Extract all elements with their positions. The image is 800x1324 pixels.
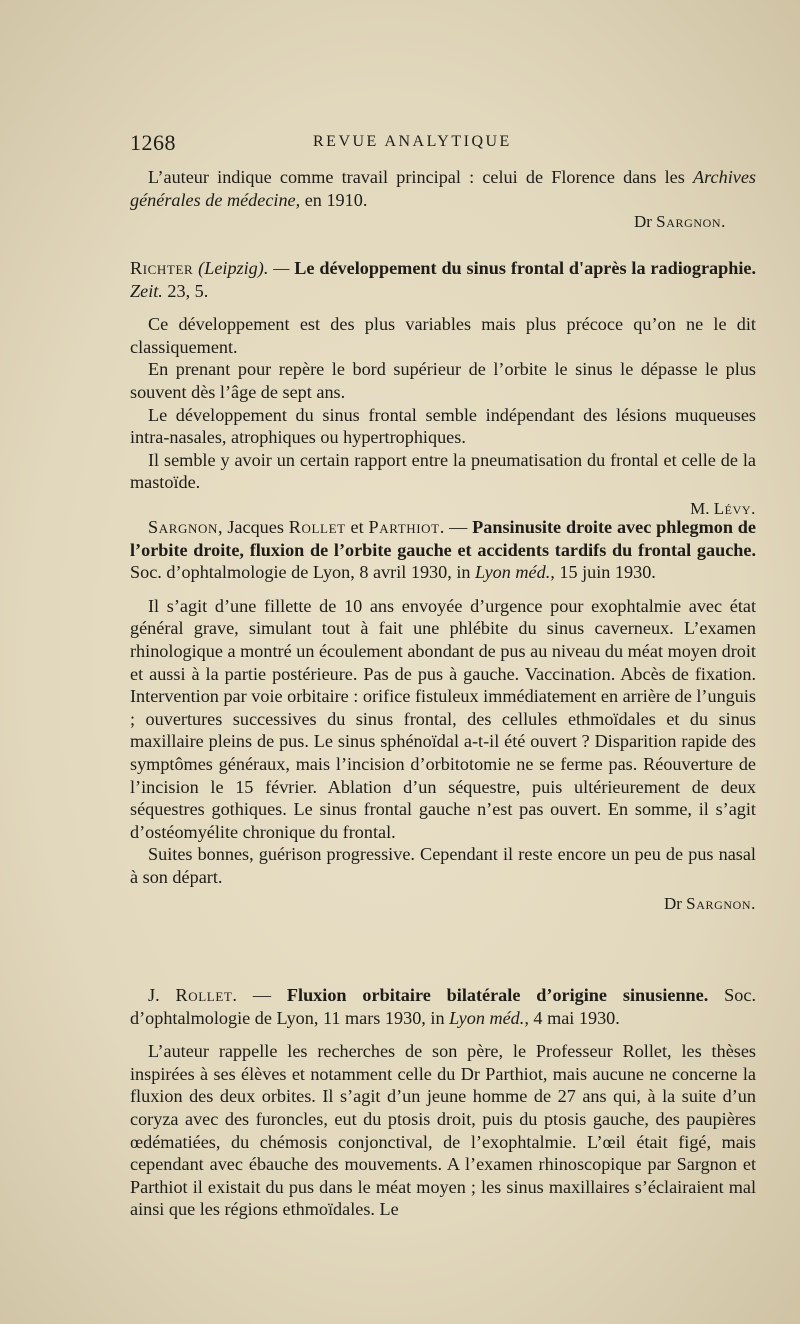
- entry-4: [130, 984, 756, 1221]
- signature: Dr Sargnon.: [663, 893, 756, 913]
- entry-1-paragraph: L’auteur indique comme travail principal : celui de Florence dans les Archives générales de médecine, en 1910.: [130, 167, 756, 210]
- entry-3: [130, 516, 756, 915]
- entry-4-heading: J. Rollet. — Fluxion orbitaire bilatérale d’origine sinusienne. Soc. d’ophtalmologie de Lyon, 11 mars 1930, in Lyon méd., 4 mai 1930.: [130, 985, 757, 1028]
- entry-3-heading: Sargnon, Jacques Rollet et Parthiot. — Pansinusite droite avec phlegmon de l’orbite droite, fluxion de l’orbite gauche et accidents tardifs du frontal gauche. Soc. d’ophtalmologie de Lyon, 8 avril 1930, in Lyon méd., 15 juin 1930.: [130, 517, 756, 583]
- author-name: Richter: [130, 258, 194, 278]
- paragraph: En prenant pour repère le bord supérieur de l’orbite le sinus le dépasse le plus souvent dès l’âge de sept ans.: [130, 359, 756, 402]
- page-number: 1268: [130, 130, 176, 155]
- entry-1: [130, 166, 756, 233]
- author-name: Sargnon: [148, 517, 218, 537]
- signature: Dr Sargnon.: [633, 212, 726, 232]
- article-title: Le développement du sinus frontal d'après la radiographie.: [294, 258, 757, 278]
- page-header: [130, 130, 756, 154]
- journal-name: Lyon méd.,: [475, 562, 555, 583]
- running-title: REVUE ANALYTIQUE: [313, 133, 512, 150]
- entry-2-heading: Richter (Leipzig). — Le développement du sinus frontal d'après la radiographie. Zeit. 23, 5.: [130, 258, 757, 301]
- journal-name: Lyon méd.,: [449, 1007, 529, 1028]
- author-name: Rollet: [175, 985, 233, 1005]
- paragraph: Suites bonnes, guérison progressive. Cependant il reste encore un peu de pus nasal à son départ.: [130, 844, 756, 887]
- paragraph: Ce développement est des plus variables mais plus précoce qu’on ne le dit classiquement.: [130, 314, 756, 357]
- paragraph: Le développement du sinus frontal semble indépendant des lésions muqueuses intra-nasales, atrophiques ou hypertrophiques.: [130, 404, 756, 448]
- journal-name: Archives générales de médecine,: [130, 167, 756, 210]
- author-name: Parthiot: [368, 517, 440, 537]
- entry-2: [130, 257, 756, 520]
- paragraph: Il s’agit d’une fillette de 10 ans envoyée d’urgence pour exophtalmie avec état général grave, simulant tout à fait une phlébite du sinus caverneux. L’examen rhinologique a montré un écoulement abondant de pus au niveau du méat moyen droit et aussi à la partie postérieure. Pas de pus à gauche. Vaccination. Abcès de fixation. Intervention par voie orbitaire : orifice fistuleux immédiatement en arrière de l’unguis ; ouvertures successives du sinus frontal, des cellules ethmoïdales et du sinus maxillaire pleins de pus. Le sinus sphénoïdal a-t-il été ouvert ? Disparition rapide des symptômes généraux, mais l’incision d’orbitotomie ne se ferme pas. Réouverture de l’incision le 15 février. Ablation d’un séquestre, puis ultérieurement de deux séquestres gothiques. Le sinus frontal gauche n’est pas ouvert. En somme, il s’agit d’ostéomyélite chronique du frontal.: [130, 595, 756, 842]
- article-title: Pansinusite droite avec phlegmon de l’orbite droite, fluxion de l’orbite gauche et accidents tardifs du frontal gauche.: [130, 517, 756, 560]
- paragraph: L’auteur rappelle les recherches de son père, le Professeur Rollet, les thèses inspirées à ses élèves et notamment celle du Dr Parthiot, mais aucune ne concerne la fluxion des deux orbites. Il s’agit d’un jeune homme de 27 ans qui, à la suite d’un coryza avec des furoncles, eut du ptosis droit, puis du ptosis gauche, des paupières œdématiées, du chémosis conjonctival, de l’exophtalmie. L’œil était figé, mais cependant avec ébauche des mouvements. A l’examen rhinoscopique par Sargnon et Parthiot il existait du pus dans le méat moyen ; les sinus maxillaires s’éclairaient mal ainsi que les régions ethmoïdales. Le: [130, 1041, 756, 1220]
- author-name: Rollet: [288, 517, 346, 537]
- article-title: Fluxion orbitaire bilatérale d’origine sinusienne.: [286, 985, 709, 1005]
- paragraph: Il semble y avoir un certain rapport entre la pneumatisation du frontal et celle de la mastoïde.: [130, 449, 756, 493]
- signature: M. Lévy.: [690, 498, 756, 518]
